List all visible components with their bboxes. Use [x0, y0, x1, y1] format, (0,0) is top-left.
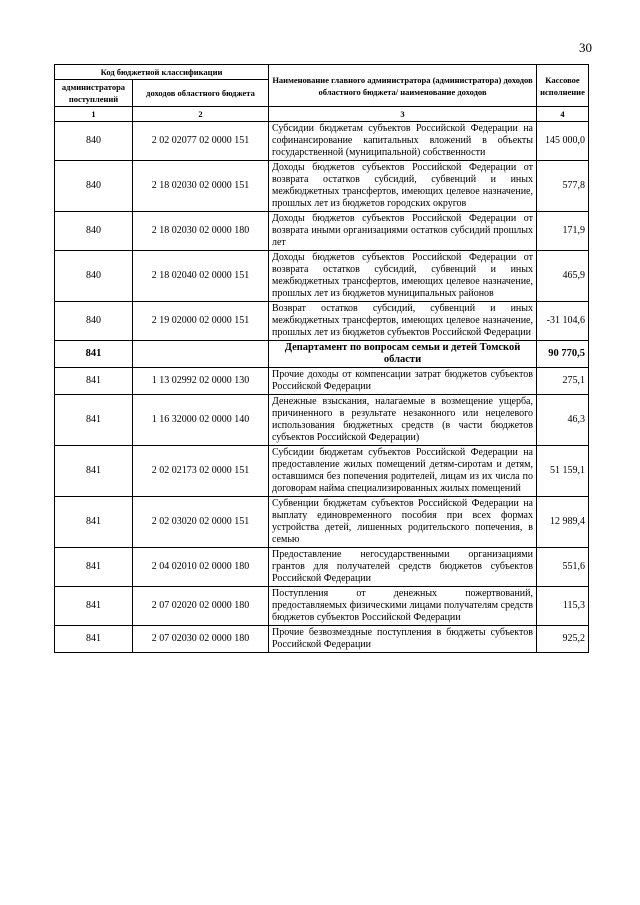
income-name-cell: Департамент по вопросам семьи и детей Томской области — [269, 341, 537, 368]
header-num-3: 3 — [269, 107, 537, 122]
amount-cell: 465,9 — [537, 251, 589, 302]
amount-cell: 275,1 — [537, 368, 589, 395]
admin-code-cell: 840 — [55, 161, 133, 212]
table-row — [55, 251, 589, 302]
header-row-group — [55, 65, 589, 80]
department-row — [55, 341, 589, 368]
admin-code-cell: 840 — [55, 302, 133, 341]
header-admin: администратора поступлений — [55, 80, 133, 107]
income-code-cell: 2 02 02173 02 0000 151 — [133, 446, 269, 497]
amount-cell: -31 104,6 — [537, 302, 589, 341]
header-cash-execution: Кассовое исполнение — [537, 65, 589, 107]
income-name-cell: Поступления от денежных пожертвований, предоставляемых физическими лицами получателям средств бюджетов субъектов Российской Федерации — [269, 587, 537, 626]
income-code-cell: 1 16 32000 02 0000 140 — [133, 395, 269, 446]
income-code-cell: 2 07 02020 02 0000 180 — [133, 587, 269, 626]
budget-income-table — [54, 64, 589, 653]
table-row — [55, 548, 589, 587]
header-num-4: 4 — [537, 107, 589, 122]
admin-code-cell: 841 — [55, 587, 133, 626]
table-row — [55, 395, 589, 446]
income-code-cell: 2 18 02040 02 0000 151 — [133, 251, 269, 302]
table-body — [55, 122, 589, 653]
page-number: 30 — [579, 40, 592, 55]
income-name-cell: Предоставление негосударственными организациями грантов для получателей средств бюджетов субъектов Российской Федерации — [269, 548, 537, 587]
income-name-cell: Субсидии бюджетам субъектов Российской Федерации на предоставление жилых помещений детям-сиротам и детям, оставшимся без попечения родителей, лицам из их числа по договорам найма специализированных жилых помещений — [269, 446, 537, 497]
admin-code-cell: 840 — [55, 122, 133, 161]
income-code-cell: 2 19 02000 02 0000 151 — [133, 302, 269, 341]
table-row — [55, 212, 589, 251]
admin-code-cell: 841 — [55, 446, 133, 497]
header-num-1: 1 — [55, 107, 133, 122]
table-row — [55, 587, 589, 626]
header-row-numbers — [55, 107, 589, 122]
income-name-cell: Возврат остатков субсидий, субвенций и иных межбюджетных трансфертов, имеющих целевое назначение, прошлых лет из бюджетов субъектов Российской Федерации — [269, 302, 537, 341]
table-row — [55, 161, 589, 212]
amount-cell: 577,8 — [537, 161, 589, 212]
income-name-cell: Субсидии бюджетам субъектов Российской Федерации на софинансирование капитальных вложений в объекты государственной (муниципальной) собственности — [269, 122, 537, 161]
income-code-cell: 2 04 02010 02 0000 180 — [133, 548, 269, 587]
income-name-cell: Доходы бюджетов субъектов Российской Федерации от возврата остатков субсидий, субвенций и иных межбюджетных трансфертов, имеющих целевое назначение, прошлых лет из бюджетов городских округов — [269, 161, 537, 212]
header-budget-classification: Код бюджетной классификации — [55, 65, 269, 80]
amount-cell: 925,2 — [537, 626, 589, 653]
income-name-cell: Прочие доходы от компенсации затрат бюджетов субъектов Российской Федерации — [269, 368, 537, 395]
amount-cell: 171,9 — [537, 212, 589, 251]
table-row — [55, 626, 589, 653]
table-row — [55, 497, 589, 548]
income-code-cell: 2 02 02077 02 0000 151 — [133, 122, 269, 161]
table-row — [55, 368, 589, 395]
income-code-cell: 2 18 02030 02 0000 180 — [133, 212, 269, 251]
table-row — [55, 122, 589, 161]
income-name-cell: Прочие безвозмездные поступления в бюджеты субъектов Российской Федерации — [269, 626, 537, 653]
amount-cell: 551,6 — [537, 548, 589, 587]
admin-code-cell: 841 — [55, 368, 133, 395]
amount-cell: 51 159,1 — [537, 446, 589, 497]
income-code-cell: 2 02 03020 02 0000 151 — [133, 497, 269, 548]
admin-code-cell: 840 — [55, 251, 133, 302]
admin-code-cell: 841 — [55, 497, 133, 548]
income-code-cell: 2 18 02030 02 0000 151 — [133, 161, 269, 212]
income-name-cell: Субвенции бюджетам субъектов Российской Федерации на выплату единовременного пособия при всех формах устройства детей, лишенных родительского попечения, в семью — [269, 497, 537, 548]
amount-cell: 12 989,4 — [537, 497, 589, 548]
amount-cell: 46,3 — [537, 395, 589, 446]
admin-code-cell: 841 — [55, 548, 133, 587]
header-income-code: доходов областного бюджета — [133, 80, 269, 107]
table-row — [55, 446, 589, 497]
income-name-cell: Денежные взыскания, налагаемые в возмещение ущерба, причиненного в результате незаконного или нецелевого использования бюджетных средств (в части бюджетов субъектов Российской Федерации) — [269, 395, 537, 446]
header-name: Наименование главного администратора (администратора) доходов областного бюджета/ наименование доходов — [269, 65, 537, 107]
admin-code-cell: 841 — [55, 341, 133, 368]
amount-cell: 145 000,0 — [537, 122, 589, 161]
income-name-cell: Доходы бюджетов субъектов Российской Федерации от возврата остатков субсидий, субвенций и иных межбюджетных трансфертов, имеющих целевое назначение, прошлых лет из бюджетов муниципальных районов — [269, 251, 537, 302]
admin-code-cell: 841 — [55, 626, 133, 653]
income-code-cell — [133, 341, 269, 368]
income-name-cell: Доходы бюджетов субъектов Российской Федерации от возврата иными организациями остатков субсидий прошлых лет — [269, 212, 537, 251]
header-num-2: 2 — [133, 107, 269, 122]
income-code-cell: 2 07 02030 02 0000 180 — [133, 626, 269, 653]
amount-cell: 115,3 — [537, 587, 589, 626]
admin-code-cell: 840 — [55, 212, 133, 251]
table-row — [55, 302, 589, 341]
amount-cell: 90 770,5 — [537, 341, 589, 368]
income-code-cell: 1 13 02992 02 0000 130 — [133, 368, 269, 395]
admin-code-cell: 841 — [55, 395, 133, 446]
